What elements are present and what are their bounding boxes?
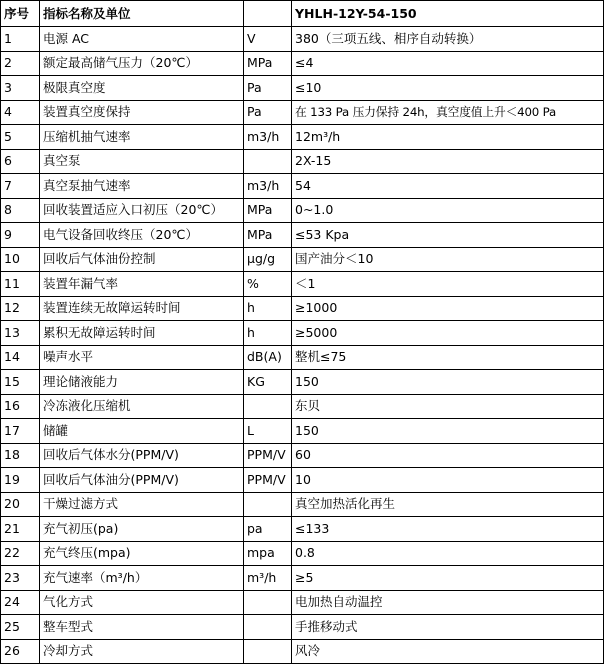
row-unit xyxy=(244,615,292,640)
row-value: 电加热自动温控 xyxy=(292,590,604,615)
table-row xyxy=(1,76,604,101)
table-row xyxy=(1,419,604,444)
header-name: 指标名称及单位 xyxy=(40,1,244,27)
row-number: 2 xyxy=(1,51,40,76)
row-number: 20 xyxy=(1,492,40,517)
row-name: 充气终压(mpa) xyxy=(40,541,244,566)
row-unit: m³/h xyxy=(244,566,292,591)
row-name: 电气设备回收终压（20℃） xyxy=(40,223,244,248)
row-value: 国产油分＜10 xyxy=(292,247,604,272)
row-name: 理论储液能力 xyxy=(40,370,244,395)
row-name: 回收后气体油份控制 xyxy=(40,247,244,272)
row-number: 9 xyxy=(1,223,40,248)
row-unit: MPa xyxy=(244,198,292,223)
table-row xyxy=(1,198,604,223)
row-unit: Pa xyxy=(244,100,292,125)
row-number: 21 xyxy=(1,517,40,542)
row-number: 6 xyxy=(1,149,40,174)
table-row xyxy=(1,517,604,542)
row-name: 气化方式 xyxy=(40,590,244,615)
row-name: 充气初压(pa) xyxy=(40,517,244,542)
row-unit: V xyxy=(244,27,292,52)
row-number: 5 xyxy=(1,125,40,150)
row-unit: % xyxy=(244,272,292,297)
row-unit: mpa xyxy=(244,541,292,566)
row-number: 13 xyxy=(1,321,40,346)
row-value: 54 xyxy=(292,174,604,199)
table-row xyxy=(1,443,604,468)
row-value: 10 xyxy=(292,468,604,493)
row-unit: KG xyxy=(244,370,292,395)
row-name: 电源 AC xyxy=(40,27,244,52)
row-value: ≤53 Kpa xyxy=(292,223,604,248)
row-name: 储罐 xyxy=(40,419,244,444)
row-name: 装置连续无故障运转时间 xyxy=(40,296,244,321)
row-number: 10 xyxy=(1,247,40,272)
table-row xyxy=(1,51,604,76)
row-number: 17 xyxy=(1,419,40,444)
row-value: ≤10 xyxy=(292,76,604,101)
row-value: 150 xyxy=(292,419,604,444)
row-unit: Pa xyxy=(244,76,292,101)
row-name: 装置年漏气率 xyxy=(40,272,244,297)
row-value: 12m³/h xyxy=(292,125,604,150)
header-no: 序号 xyxy=(1,1,40,27)
header-model: YHLH-12Y-54-150 xyxy=(292,1,604,27)
header-unit xyxy=(244,1,292,27)
row-unit: MPa xyxy=(244,223,292,248)
row-value: 在 133 Pa 压力保持 24h，真空度值上升＜400 Pa xyxy=(292,100,604,125)
row-value: ≥5 xyxy=(292,566,604,591)
row-unit: L xyxy=(244,419,292,444)
row-unit: dB(A) xyxy=(244,345,292,370)
table-row xyxy=(1,321,604,346)
row-name: 装置真空度保持 xyxy=(40,100,244,125)
row-value: 风冷 xyxy=(292,639,604,664)
row-unit xyxy=(244,149,292,174)
row-name: 累积无故障运转时间 xyxy=(40,321,244,346)
table-row xyxy=(1,370,604,395)
table-row xyxy=(1,345,604,370)
row-value: ≥5000 xyxy=(292,321,604,346)
row-unit xyxy=(244,590,292,615)
row-number: 1 xyxy=(1,27,40,52)
row-number: 24 xyxy=(1,590,40,615)
row-number: 4 xyxy=(1,100,40,125)
table-row xyxy=(1,100,604,125)
row-number: 22 xyxy=(1,541,40,566)
row-unit: PPM/V xyxy=(244,468,292,493)
row-value: 380（三项五线、相序自动转换） xyxy=(292,27,604,52)
table-row xyxy=(1,541,604,566)
row-name: 冷冻液化压缩机 xyxy=(40,394,244,419)
row-name: 噪声水平 xyxy=(40,345,244,370)
row-name: 充气速率（m³/h） xyxy=(40,566,244,591)
row-name: 回收后气体水分(PPM/V) xyxy=(40,443,244,468)
row-value: 0.8 xyxy=(292,541,604,566)
table-row xyxy=(1,247,604,272)
row-name: 整车型式 xyxy=(40,615,244,640)
row-name: 干燥过滤方式 xyxy=(40,492,244,517)
table-row xyxy=(1,223,604,248)
table-row xyxy=(1,468,604,493)
row-value: 真空加热活化再生 xyxy=(292,492,604,517)
row-number: 3 xyxy=(1,76,40,101)
row-value: 150 xyxy=(292,370,604,395)
row-number: 12 xyxy=(1,296,40,321)
row-number: 11 xyxy=(1,272,40,297)
row-unit: μg/g xyxy=(244,247,292,272)
row-number: 7 xyxy=(1,174,40,199)
row-number: 15 xyxy=(1,370,40,395)
row-name: 压缩机抽气速率 xyxy=(40,125,244,150)
row-unit: h xyxy=(244,321,292,346)
row-unit: m3/h xyxy=(244,125,292,150)
row-number: 18 xyxy=(1,443,40,468)
row-name: 回收装置适应入口初压（20℃） xyxy=(40,198,244,223)
row-unit: h xyxy=(244,296,292,321)
row-number: 25 xyxy=(1,615,40,640)
row-value: ＜1 xyxy=(292,272,604,297)
row-unit: MPa xyxy=(244,51,292,76)
row-name: 额定最高储气压力（20℃） xyxy=(40,51,244,76)
row-value: 2X-15 xyxy=(292,149,604,174)
row-value: ≤4 xyxy=(292,51,604,76)
row-name: 极限真空度 xyxy=(40,76,244,101)
row-value: 整机≤75 xyxy=(292,345,604,370)
table-row xyxy=(1,27,604,52)
row-unit: pa xyxy=(244,517,292,542)
row-value: ≥1000 xyxy=(292,296,604,321)
row-number: 23 xyxy=(1,566,40,591)
table-row xyxy=(1,149,604,174)
table-row xyxy=(1,296,604,321)
row-number: 8 xyxy=(1,198,40,223)
row-number: 26 xyxy=(1,639,40,664)
row-value: 东贝 xyxy=(292,394,604,419)
row-name: 冷却方式 xyxy=(40,639,244,664)
table-header-row xyxy=(1,1,604,27)
table-row xyxy=(1,492,604,517)
table-row xyxy=(1,125,604,150)
table-row xyxy=(1,615,604,640)
table-row xyxy=(1,272,604,297)
table-row xyxy=(1,590,604,615)
row-value: 60 xyxy=(292,443,604,468)
row-unit xyxy=(244,394,292,419)
row-name: 真空泵抽气速率 xyxy=(40,174,244,199)
row-name: 回收后气体油分(PPM/V) xyxy=(40,468,244,493)
row-number: 14 xyxy=(1,345,40,370)
table-row xyxy=(1,394,604,419)
row-value: ≤133 xyxy=(292,517,604,542)
row-name: 真空泵 xyxy=(40,149,244,174)
row-value: 手推移动式 xyxy=(292,615,604,640)
table-row xyxy=(1,174,604,199)
row-unit xyxy=(244,492,292,517)
row-unit: m3/h xyxy=(244,174,292,199)
row-number: 16 xyxy=(1,394,40,419)
table-row xyxy=(1,566,604,591)
row-number: 19 xyxy=(1,468,40,493)
row-value: 0~1.0 xyxy=(292,198,604,223)
row-unit: PPM/V xyxy=(244,443,292,468)
